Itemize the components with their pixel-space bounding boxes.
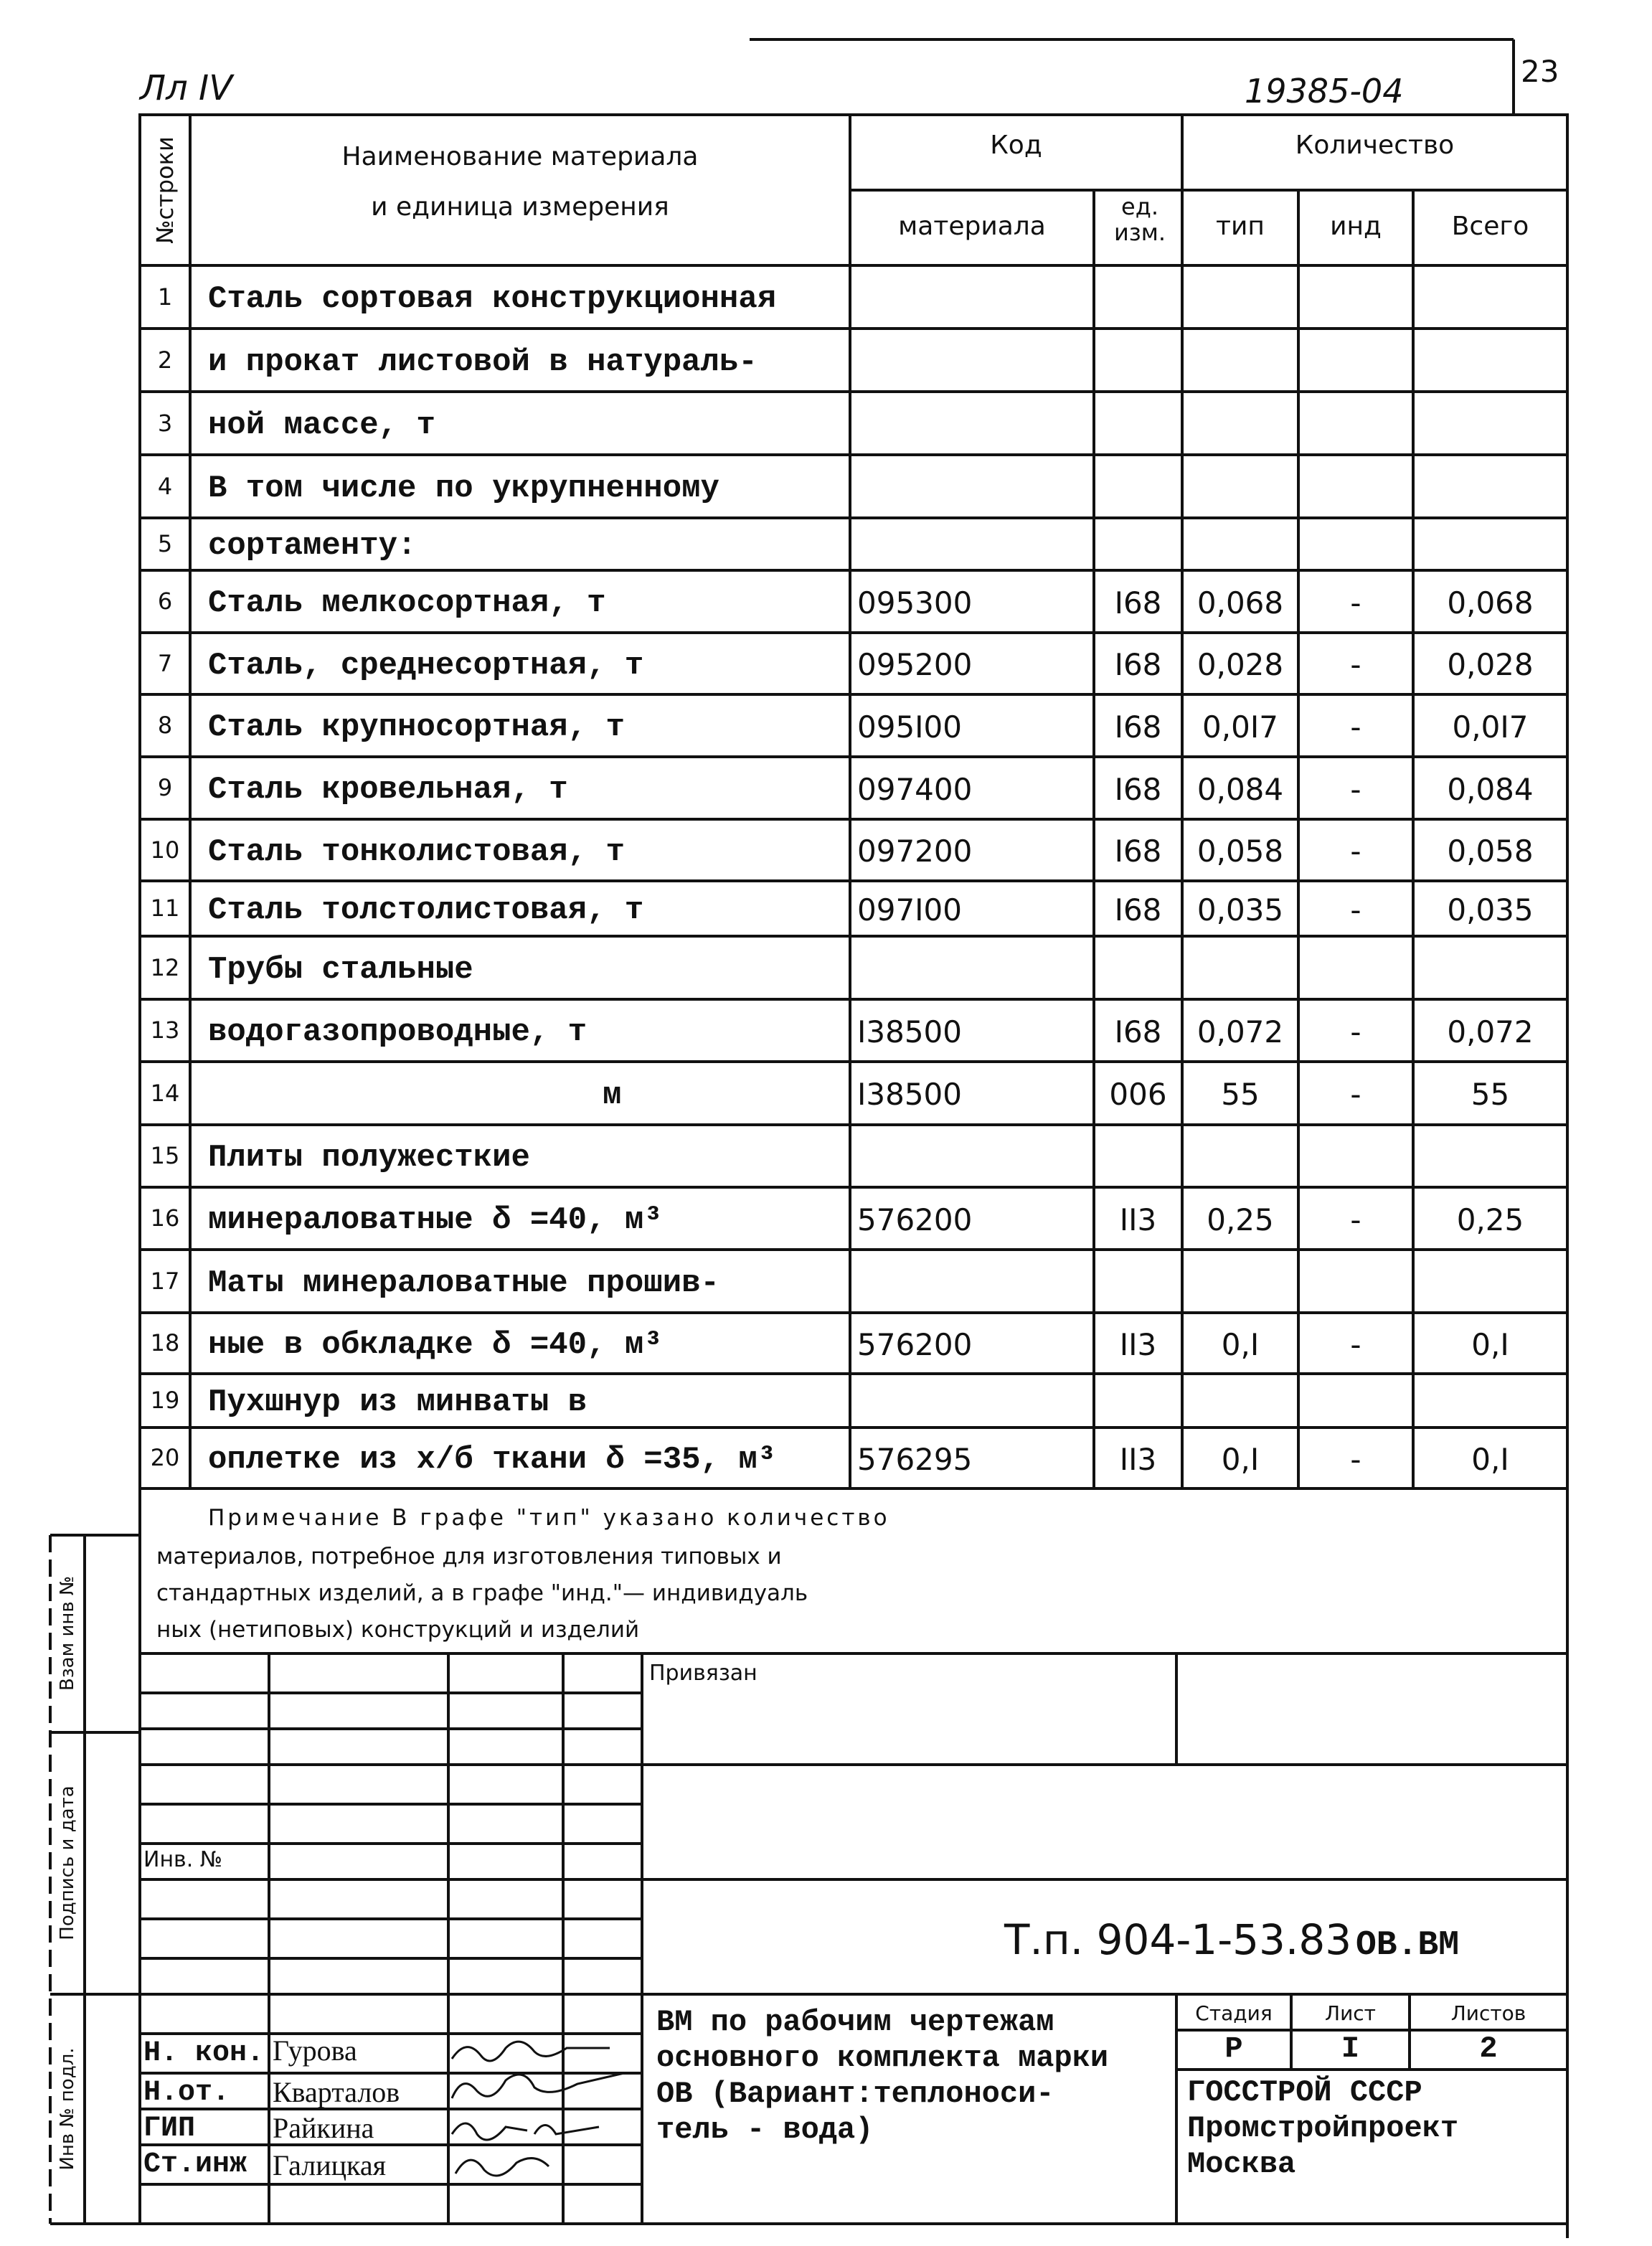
row-number: 15: [150, 1142, 180, 1169]
material-name: Трубы стальные: [208, 952, 473, 988]
cell-type: 0,072: [1196, 1014, 1284, 1049]
cell-total: 0,084: [1447, 772, 1534, 807]
cell-unit: II3: [1119, 1327, 1157, 1362]
stage-label: Стадия: [1195, 2001, 1273, 2025]
material-name: ной массе, т: [208, 407, 435, 443]
cell-unit: I68: [1114, 834, 1162, 869]
note-line2: материалов, потребное для изготовления типовых и: [156, 1544, 782, 1570]
drawing-mark: ОВ.ВМ: [1356, 1926, 1460, 1965]
signer-role-1: Н. кон.: [143, 2037, 265, 2070]
cell-type: 55: [1221, 1077, 1260, 1112]
corner-mark: Лл IV: [140, 68, 233, 108]
row-number: 3: [157, 410, 173, 437]
unit-header: ед. изм.: [1113, 193, 1166, 246]
document-number: 19385-04: [1245, 72, 1404, 110]
signature-4: [456, 2158, 549, 2176]
material-name: Сталь, среднесортная, т: [208, 648, 644, 684]
material-name: Пухшнур из минваты в: [208, 1384, 587, 1420]
row-number: 17: [150, 1268, 180, 1295]
cell-total: 0,035: [1447, 892, 1534, 928]
sheets-label: Листов: [1450, 2001, 1526, 2025]
type-header: тип: [1216, 212, 1265, 241]
cell-unit: I68: [1114, 892, 1162, 928]
cell-ind: -: [1350, 1442, 1361, 1477]
note-line4: ных (нетиповых) конструкций и изделий: [156, 1617, 640, 1643]
cell-type: 0,25: [1207, 1202, 1274, 1237]
cell-unit: II3: [1119, 1202, 1157, 1237]
row-number: 9: [157, 774, 173, 801]
code-header: Код: [990, 131, 1042, 160]
inv-no-label: Инв. №: [143, 1847, 223, 1872]
cell-total: 0,25: [1456, 1202, 1524, 1237]
cell-unit: I68: [1114, 1014, 1162, 1049]
stage-value: Р: [1224, 2032, 1243, 2066]
row-number: 1: [157, 283, 173, 311]
material-name: В том числе по укрупненному: [208, 471, 719, 506]
row-number: 6: [157, 588, 173, 615]
row-number: 14: [150, 1080, 180, 1107]
podpis-data-label: Подпись и дата: [57, 1785, 78, 1940]
title-line1: ВМ по рабочим чертежам: [656, 2005, 1054, 2039]
cell-ind: -: [1350, 709, 1361, 745]
signer-role-2: Н.от.: [143, 2077, 230, 2109]
row-number: 4: [157, 473, 173, 500]
cell-ind: -: [1350, 772, 1361, 807]
cell-code: 095200: [857, 647, 973, 682]
material-name: оплетке из х/б ткани δ =35, м³: [208, 1442, 777, 1478]
name-header-line2: и единица измерения: [371, 192, 669, 222]
note-line3: стандартных изделий, а в графе "инд."— индивидуаль: [156, 1580, 808, 1606]
sheets-value: 2: [1479, 2032, 1498, 2066]
signer-role-3: ГИП: [143, 2113, 196, 2145]
signature-2: [452, 2073, 624, 2098]
cell-ind: -: [1350, 1077, 1361, 1112]
cell-ind: -: [1350, 1014, 1361, 1049]
row-number: 12: [150, 954, 180, 981]
cell-total: 55: [1471, 1077, 1510, 1112]
cell-code: I38500: [857, 1014, 962, 1049]
cell-ind: -: [1350, 834, 1361, 869]
cell-type: 0,084: [1196, 772, 1284, 807]
row-number: 8: [157, 712, 173, 739]
inv-podl-label: Инв № подл.: [57, 2047, 78, 2171]
row-number: 11: [150, 895, 180, 922]
cell-total: 0,028: [1447, 647, 1534, 682]
org-line1: ГОССТРОЙ СССР: [1187, 2075, 1422, 2110]
row-number: 19: [150, 1387, 180, 1414]
cell-code: I38500: [857, 1077, 962, 1112]
cell-code: 097400: [857, 772, 973, 807]
material-name: Плиты полужесткие: [208, 1140, 530, 1176]
cell-code: 095300: [857, 585, 973, 621]
cell-code: 097200: [857, 834, 973, 869]
material-name: водогазопроводные, т: [208, 1014, 587, 1050]
cell-type: 0,I: [1221, 1327, 1260, 1362]
material-name: Сталь мелкосортная, т: [208, 585, 606, 621]
signer-name-3: Райкина: [273, 2112, 374, 2144]
page-number: 23: [1521, 54, 1559, 89]
signature-3: [452, 2123, 599, 2140]
sheet-value: I: [1341, 2032, 1360, 2066]
material-name: Маты минераловатные прошив-: [208, 1265, 719, 1301]
row-number: 13: [150, 1016, 180, 1044]
material-name: Сталь толстолистовая, т: [208, 892, 644, 928]
cell-total: 0,0I7: [1452, 709, 1529, 745]
row-number: 18: [150, 1329, 180, 1356]
row-number: 5: [157, 530, 173, 557]
title-line4: тель - вода): [656, 2113, 874, 2147]
cell-total: 0,072: [1447, 1014, 1534, 1049]
signer-name-2: Кварталов: [273, 2076, 400, 2108]
drawing-designation: Т.п. 904-1-53.83: [1004, 1915, 1352, 1964]
material-name: минераловатные δ =40, м³: [208, 1202, 663, 1238]
row-number: 10: [150, 836, 180, 864]
cell-unit: I68: [1114, 647, 1162, 682]
cell-unit: I68: [1114, 772, 1162, 807]
row-number: 2: [157, 346, 173, 374]
sheet-label: Лист: [1325, 2001, 1376, 2025]
cell-code: 576200: [857, 1327, 973, 1362]
material-name: Сталь крупносортная, т: [208, 709, 625, 745]
row-number: 20: [150, 1444, 180, 1471]
total-header: Всего: [1451, 212, 1529, 241]
org-line3: Москва: [1187, 2147, 1296, 2181]
vzam-inv-label: Взам инв №: [57, 1576, 78, 1691]
cell-total: 0,068: [1447, 585, 1534, 621]
material-name: ные в обкладке δ =40, м³: [208, 1327, 663, 1363]
row-number: 7: [157, 650, 173, 677]
cell-code: 095I00: [857, 709, 962, 745]
cell-type: 0,035: [1196, 892, 1284, 928]
cell-unit: I68: [1114, 709, 1162, 745]
cell-ind: -: [1350, 1202, 1361, 1237]
cell-type: 0,I: [1221, 1442, 1260, 1477]
cell-ind: -: [1350, 647, 1361, 682]
cell-code: 097I00: [857, 892, 962, 928]
row-number-header: №строки: [151, 136, 179, 244]
name-header-line1: Наименование материала: [341, 142, 699, 171]
cell-ind: -: [1350, 1327, 1361, 1362]
material-name: м: [603, 1077, 622, 1113]
cell-unit: 006: [1109, 1077, 1167, 1112]
cell-type: 0,028: [1196, 647, 1284, 682]
material-name: сортаменту:: [208, 528, 417, 564]
cell-type: 0,0I7: [1202, 709, 1278, 745]
note-line1: Примечание В графе "тип" указано количество: [208, 1505, 890, 1531]
material-name: и прокат листовой в натураль-: [208, 344, 757, 380]
cell-ind: -: [1350, 892, 1361, 928]
cell-code: 576200: [857, 1202, 973, 1237]
cell-type: 0,058: [1196, 834, 1284, 869]
signer-role-4: Ст.инж: [143, 2148, 247, 2181]
quantity-header: Количество: [1295, 131, 1455, 160]
cell-total: 0,058: [1447, 834, 1534, 869]
ind-header: инд: [1330, 212, 1382, 241]
cell-unit: II3: [1119, 1442, 1157, 1477]
signature-1: [452, 2042, 610, 2061]
material-header: материала: [898, 212, 1046, 241]
row-number: 16: [150, 1204, 180, 1232]
material-name: Сталь сортовая конструкционная: [208, 281, 777, 317]
signer-name-1: Гурова: [273, 2034, 357, 2067]
material-name: Сталь тонколистовая, т: [208, 834, 625, 870]
cell-total: 0,I: [1471, 1442, 1509, 1477]
privyazan-label: Привязан: [649, 1661, 757, 1686]
cell-ind: -: [1350, 585, 1361, 621]
cell-total: 0,I: [1471, 1327, 1509, 1362]
cell-unit: I68: [1114, 585, 1162, 621]
signer-name-4: Галицкая: [273, 2149, 386, 2181]
org-line2: Промстройпроект: [1187, 2111, 1459, 2146]
title-line3: ОВ (Вариант:теплоноси-: [656, 2077, 1054, 2111]
cell-type: 0,068: [1196, 585, 1284, 621]
cell-code: 576295: [857, 1442, 973, 1477]
title-line2: основного комплекта марки: [656, 2041, 1109, 2075]
material-name: Сталь кровельная, т: [208, 772, 568, 808]
